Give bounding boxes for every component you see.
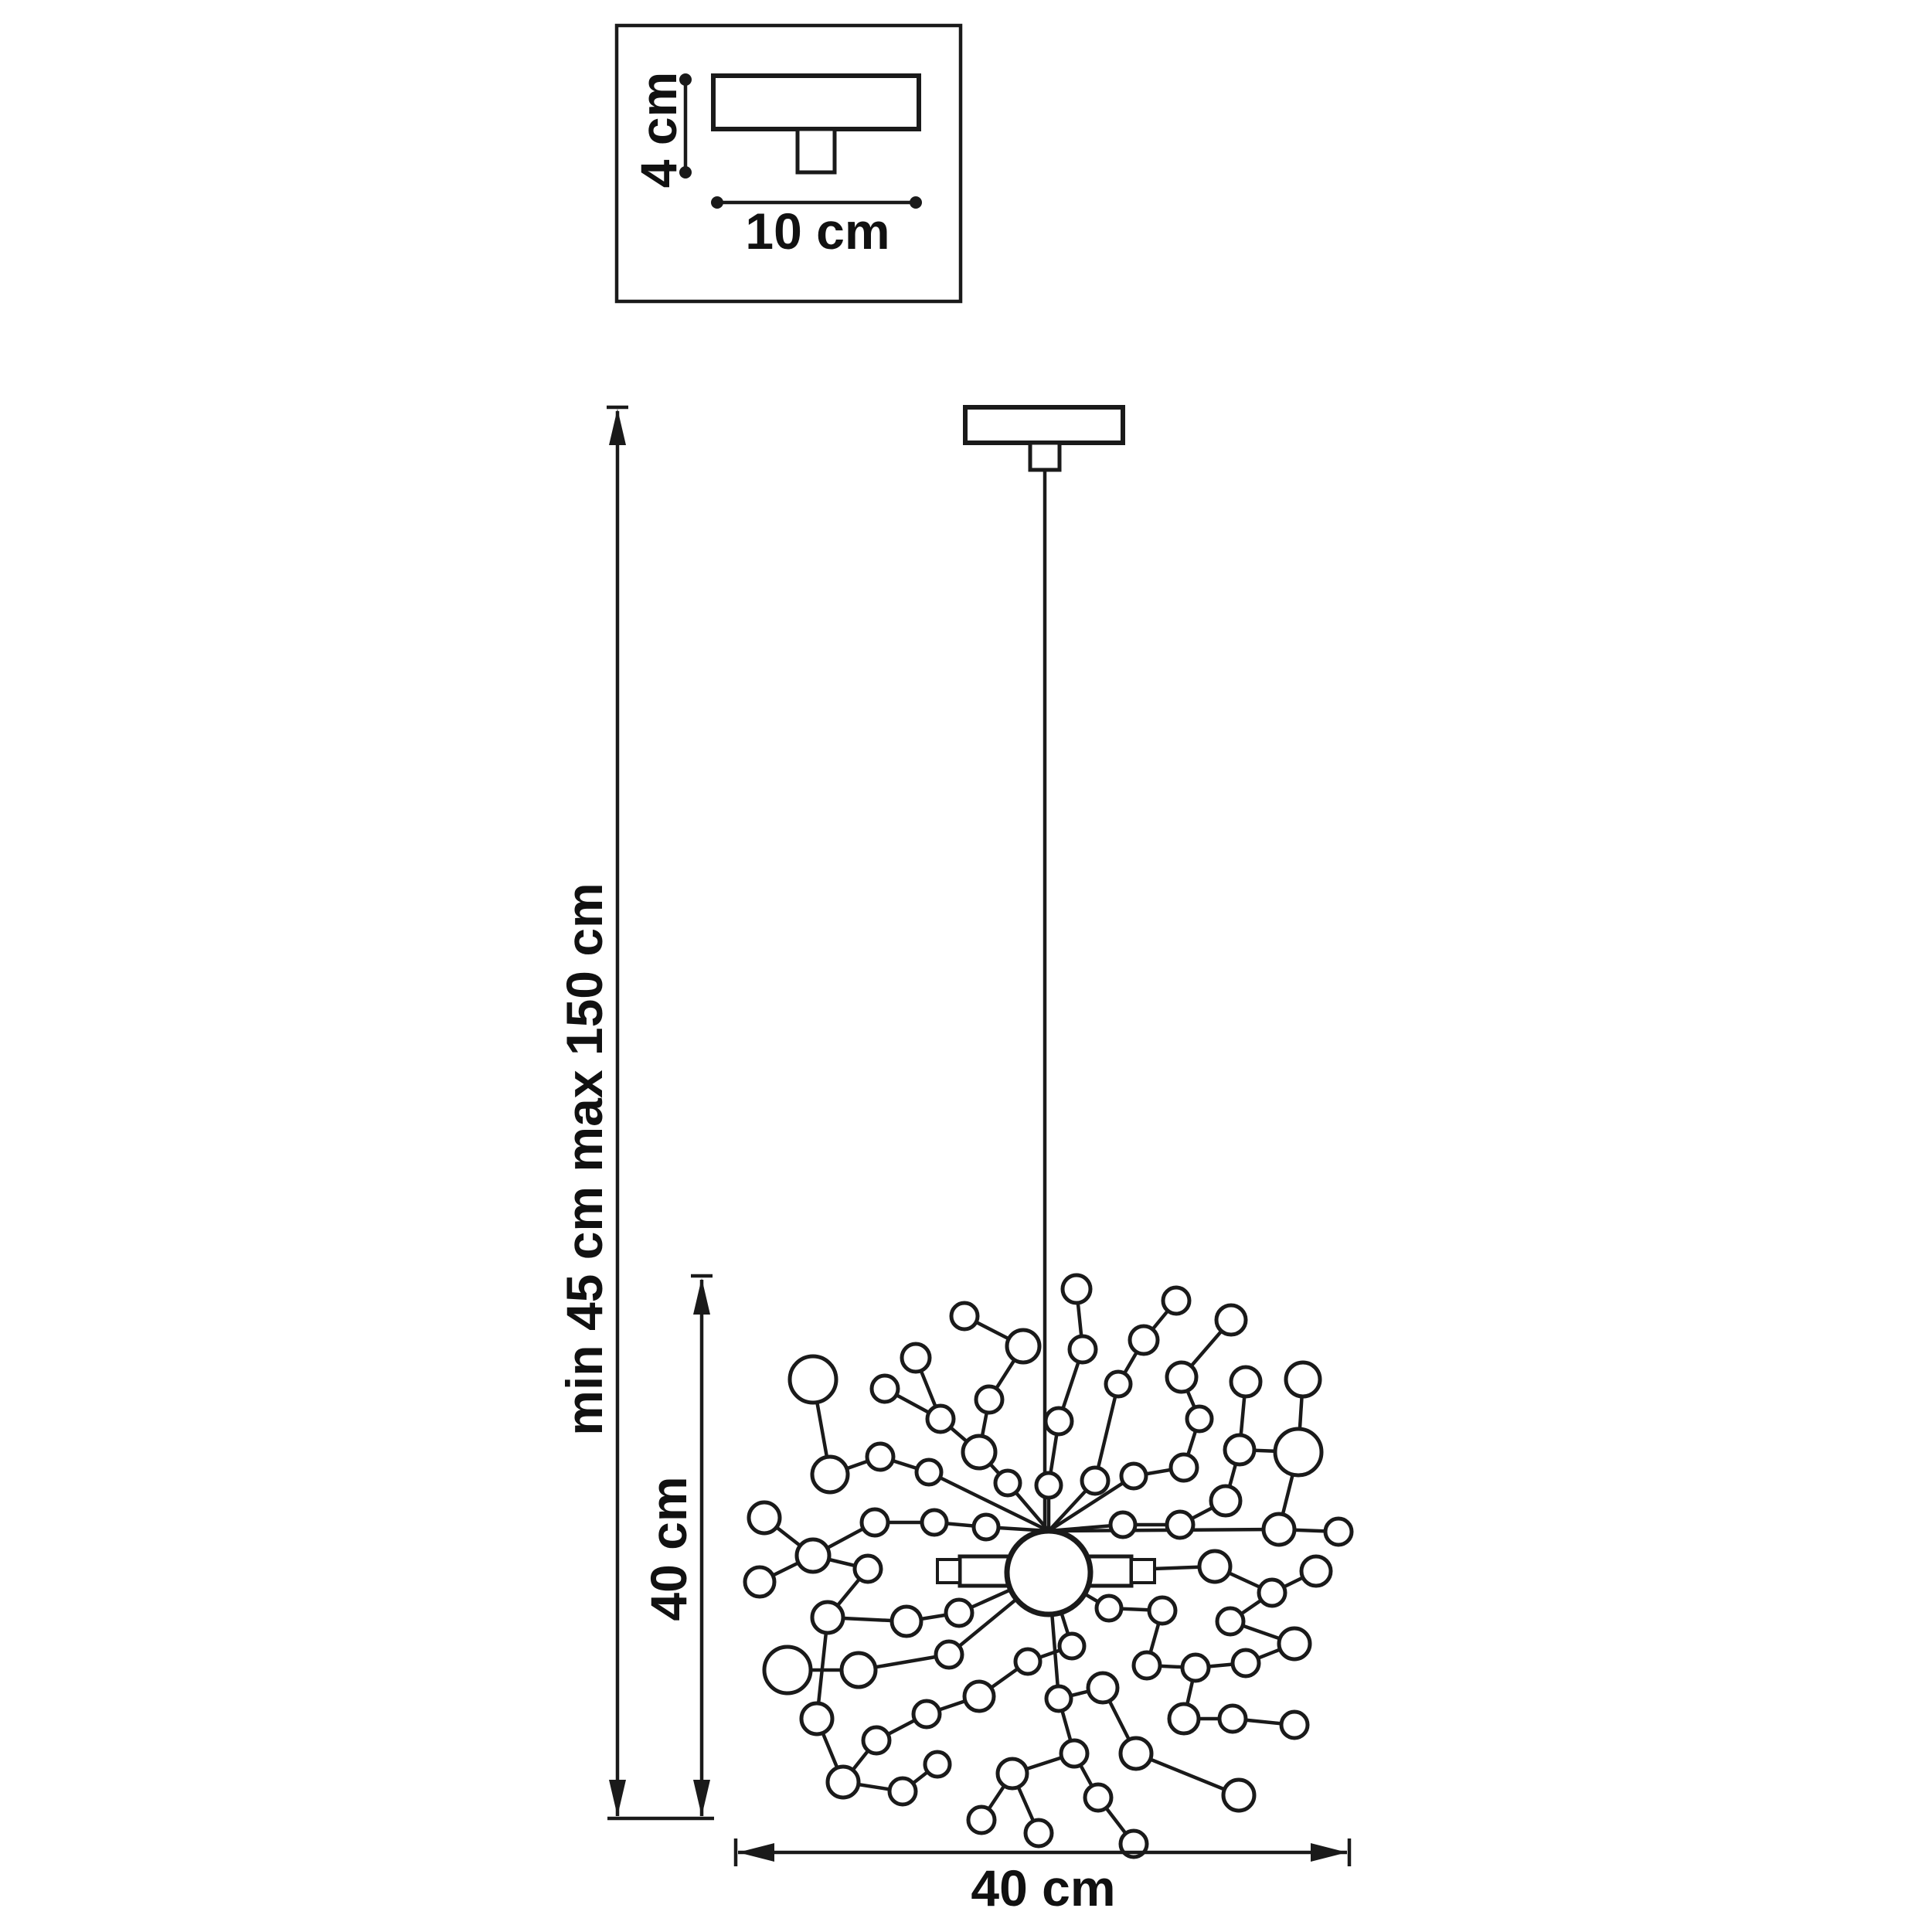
lamp-sphere-node: [1286, 1362, 1320, 1396]
lamp-sphere-node: [790, 1356, 836, 1403]
lamp-sphere-node: [976, 1386, 1002, 1413]
lamp-sphere-node: [1216, 1305, 1246, 1335]
lamp-sphere-node: [1121, 1738, 1151, 1769]
pendant-drawing: [745, 407, 1352, 1857]
lamp-sphere-node: [872, 1376, 898, 1402]
lamp-sphere-node: [1134, 1652, 1160, 1679]
lamp-sphere-node: [1046, 1408, 1072, 1434]
lamp-sphere-node: [998, 1759, 1027, 1788]
hub-assembly: [937, 1531, 1155, 1614]
lamp-sphere-node: [1060, 1634, 1084, 1658]
sphere-width-dimension: [736, 1838, 1349, 1917]
lamp-sphere-node: [1106, 1372, 1131, 1396]
lamp-sphere-node: [922, 1510, 947, 1535]
lamp-sphere-node: [1281, 1712, 1308, 1738]
lamp-sphere-node: [1275, 1429, 1321, 1475]
lamp-sphere-node: [855, 1556, 881, 1582]
sphere-height-dimension: [607, 1276, 714, 1818]
lamp-sphere-node: [842, 1653, 876, 1687]
lamp-sphere-node: [1211, 1486, 1240, 1515]
sphere-height-arrow-up: [693, 1278, 710, 1315]
lamp-sphere-node: [1163, 1287, 1189, 1314]
lamp-sphere-node: [1264, 1514, 1294, 1545]
lamp-sphere-node: [1301, 1556, 1331, 1586]
sphere-width-arrow-left: [738, 1843, 774, 1862]
lamp-sphere-node: [892, 1607, 921, 1636]
lamp-sphere-node: [1015, 1649, 1040, 1674]
lamp-sphere-node: [1088, 1673, 1117, 1702]
lamp-sphere-node: [1199, 1551, 1230, 1582]
lamp-sphere-node: [812, 1602, 843, 1633]
hub-bar-right-cap: [1131, 1560, 1155, 1583]
lamp-sphere-node: [1169, 1704, 1199, 1733]
detail-dim-dot: [910, 196, 922, 209]
lamp-sphere-node: [863, 1727, 889, 1753]
sphere-width-label: 40 cm: [971, 1859, 1116, 1917]
sphere-height-label: 40 cm: [640, 1476, 697, 1621]
canopy-detail-box: [617, 26, 961, 301]
lamp-sphere-node: [1063, 1275, 1090, 1303]
lamp-sphere-node: [1036, 1473, 1061, 1498]
lamp-sphere-node: [1149, 1597, 1175, 1624]
lamp-sphere-node: [1233, 1650, 1259, 1676]
lamp-sphere-node: [1111, 1512, 1135, 1537]
detail-canopy-plate: [713, 76, 919, 129]
lamp-sphere-node: [1187, 1406, 1212, 1431]
hub-sphere: [1007, 1531, 1090, 1614]
lamp-sphere-node: [968, 1807, 995, 1833]
lamp-sphere-node: [1231, 1367, 1260, 1396]
lamp-sphere-node: [889, 1778, 916, 1804]
lamp-sphere-node: [801, 1703, 832, 1734]
lamp-sphere-node: [867, 1444, 893, 1470]
drop-height-dimension: [556, 407, 628, 1816]
lamp-sphere-node: [1046, 1686, 1071, 1711]
detail-height-label: 4 cm: [630, 71, 687, 189]
lamp-sphere-node: [1026, 1820, 1052, 1846]
lamp-sphere-node: [974, 1515, 998, 1539]
lamp-sphere-node: [1259, 1580, 1285, 1606]
lamp-sphere-node: [995, 1471, 1020, 1495]
lamp-sphere-node: [1182, 1655, 1209, 1681]
lamp-sphere-node: [1007, 1330, 1039, 1362]
sphere-width-arrow-right: [1311, 1843, 1347, 1862]
lamp-sphere-node: [812, 1457, 848, 1492]
sphere-height-arrow-down: [693, 1780, 710, 1816]
lamp-sphere-node: [902, 1344, 930, 1372]
hub-bar-left-cap: [937, 1560, 960, 1583]
lamp-sphere-node: [1085, 1784, 1111, 1811]
lamp-sphere-node: [917, 1460, 941, 1485]
lamp-sphere-node: [913, 1701, 940, 1727]
drop-dim-arrow-up: [609, 409, 626, 445]
lamp-sphere-node: [963, 1436, 995, 1468]
lamp-sphere-node: [1225, 1435, 1254, 1464]
lamp-sphere-node: [749, 1502, 780, 1533]
lamp-sphere-node: [1167, 1362, 1196, 1392]
lamp-sphere-node: [764, 1647, 811, 1693]
lamp-sphere-node: [1082, 1468, 1108, 1494]
lamp-sphere-node: [1061, 1740, 1087, 1767]
canopy-stem: [1030, 443, 1060, 470]
lamp-sphere-node: [925, 1752, 950, 1777]
lamp-sphere-node: [745, 1567, 774, 1597]
lamp-sphere-node: [927, 1406, 954, 1432]
lamp-sphere-node: [1070, 1336, 1096, 1362]
lamp-sphere-node: [1097, 1596, 1121, 1621]
lamp-sphere-node: [1121, 1464, 1146, 1488]
lamp-sphere-node: [1279, 1628, 1310, 1659]
lamp-sphere-node: [1223, 1780, 1254, 1811]
lamp-sphere-node: [862, 1509, 888, 1536]
lamp-sphere-node: [1167, 1512, 1193, 1538]
canopy-plate: [965, 407, 1123, 443]
detail-width-label: 10 cm: [745, 202, 890, 260]
lamp-sphere-edge: [1049, 1529, 1279, 1531]
lamp-sphere-node: [946, 1600, 972, 1626]
detail-canopy-stem: [798, 129, 835, 172]
lamp-sphere-node: [951, 1303, 978, 1329]
lamp-sphere-node: [1171, 1454, 1197, 1481]
lamp-sphere-node: [1130, 1326, 1158, 1354]
lamp-sphere-node: [1325, 1519, 1352, 1545]
dimension-annotations: [556, 407, 1349, 1917]
lamp-sphere-node: [797, 1539, 829, 1572]
drop-height-label: min 45 cm max 150 cm: [556, 883, 613, 1436]
lamp-sphere-node: [936, 1641, 962, 1668]
detail-dim-dot: [711, 196, 723, 209]
lamp-sphere-node: [1217, 1608, 1243, 1634]
lamp-sphere-node: [964, 1682, 994, 1711]
lamp-sphere-node: [1219, 1706, 1246, 1732]
lamp-sphere-node: [828, 1767, 859, 1798]
drop-dim-arrow-down: [609, 1780, 626, 1816]
